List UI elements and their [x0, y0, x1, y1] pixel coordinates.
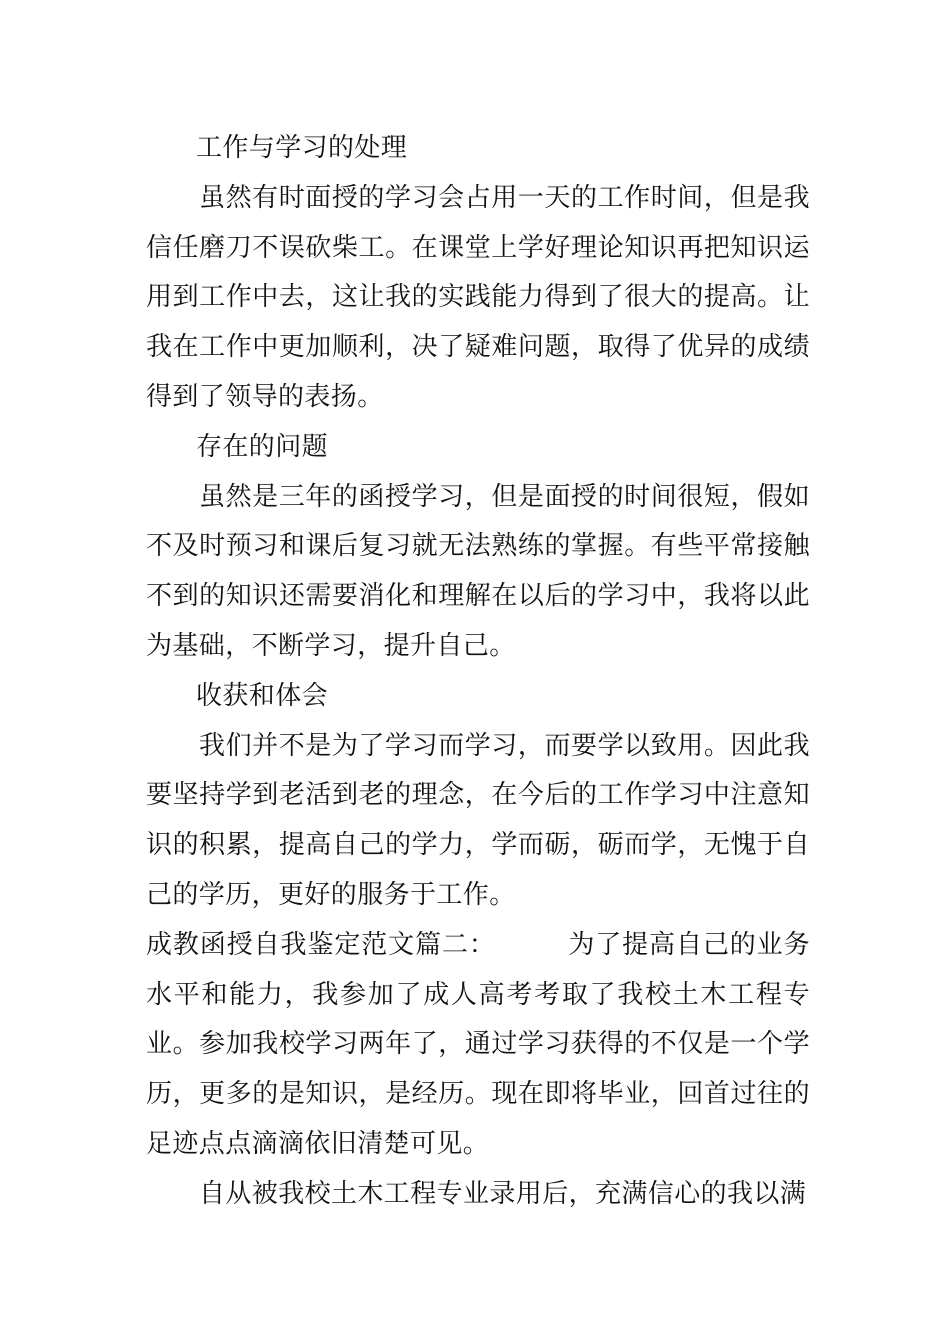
section-heading-problems: 存在的问题 [196, 431, 329, 462]
sample-two-body: 为了提高自己的业务水平和能力，我参加了成人高考考取了我校土木工程专业。参加我校学习两年了，通过学习获得的不仅是一个学历，更多的是知识，是经历。现在即将毕业，回首过往的足迹点点滴滴依旧清楚可见。 [146, 929, 810, 1159]
sample-two-title: 成教函授自我鉴定范文篇二： [146, 929, 496, 960]
section-heading-work-study: 工作与学习的处理 [196, 133, 408, 163]
section-body-gains: 我们并不是为了学习而学习，而要学以致用。因此我要坚持学到老活到老的理念，在今后的工作学习中注意知识的积累，提高自己的学力，学而砺，砺而学，无愧于自己的学历，更好的服务于工作。 [146, 730, 810, 910]
section-body-problems: 虽然是三年的函授学习，但是面授的时间很短，假如不及时预习和课后复习就无法熟练的掌握。有些平常接触不到的知识还需要消化和理解在以后的学习中，我将以此为基础，不断学习，提升自己。 [146, 481, 810, 661]
sample-two-paragraph [146, 921, 810, 1170]
document-page [146, 124, 810, 1220]
section-body-work-study: 虽然有时面授的学习会占用一天的工作时间，但是我信任磨刀不误砍柴工。在课堂上学好理论知识再把知识运用到工作中去，这让我的实践能力得到了很大的提高。让我在工作中更加顺利，决了疑难问题，取得了优异的成绩得到了领导的表扬。 [146, 182, 810, 412]
next-paragraph: 自从被我校土木工程专业录用后，充满信心的我以满 [199, 1178, 807, 1209]
section-heading-gains: 收获和体会 [196, 680, 329, 711]
